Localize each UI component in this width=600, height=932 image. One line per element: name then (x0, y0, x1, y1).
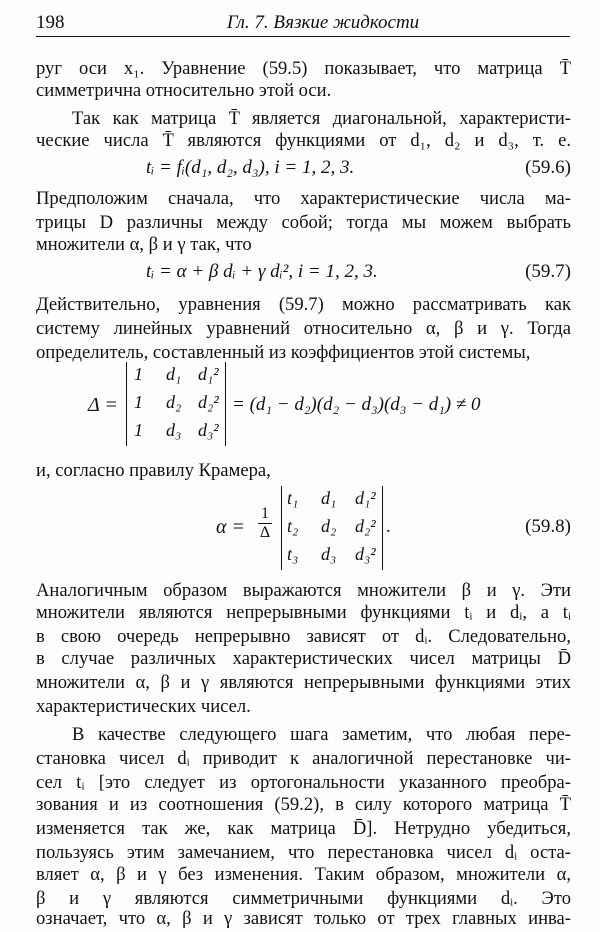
text-line: пользуясь этим замечанием, что перестановка чисел dᵢ оста- (36, 842, 571, 863)
text-line: определитель, составленный из коэффициентов этой системы, (36, 342, 531, 363)
running-title: Гл. 7. Вязкие жидкости (226, 12, 420, 33)
alpha-label: α = (216, 516, 245, 538)
text-line: вляет α, β и γ без изменения. Таким образом, множители α, (36, 864, 571, 885)
matrix-cell: t₂ (287, 516, 299, 536)
delta-label: Δ = (88, 394, 118, 416)
matrix-cell: 1 (134, 364, 143, 384)
matrix-cell: t₁ (287, 488, 299, 508)
text-line: систему линейных уравнений относительно α, β и γ. Тогда (36, 318, 571, 339)
equation-59-6 (36, 154, 571, 182)
text-line: означает, что α, β и γ зависят только от трех главных инва- (36, 908, 571, 929)
text-line: Предположим сначала, что характеристические числа ма- (36, 188, 571, 209)
matrix-cell: d₂² (198, 392, 219, 412)
equation-period: . (386, 516, 391, 537)
fraction-numerator: 1 (261, 505, 269, 522)
text-line: Так как матрица T̄ является диагональной, характеристи- (72, 108, 571, 129)
text-line: в свою очередь непрерывно зависят от dᵢ. Следовательно, (36, 626, 571, 647)
equation-body: tᵢ = α + β dᵢ + γ dᵢ², i = 1, 2, 3. (146, 261, 378, 282)
determinant-matrix (126, 362, 226, 446)
text-line: множители α, β и γ являются непрерывными функциями этих (36, 672, 571, 693)
text-line: в случае различных характеристических чисел матрицы D̄ (36, 648, 571, 669)
equation-number: (59.6) (525, 157, 571, 178)
equation-number: (59.7) (525, 261, 571, 282)
text-line: характеристических чисел. (36, 696, 251, 717)
text-line: симметрична относительно этой оси. (36, 80, 332, 101)
matrix-cell: d₁ (166, 364, 182, 384)
text-line: сел tᵢ [это следует из ортогональности указанного преобра- (36, 772, 571, 793)
text-line: В качестве следующего шага заметим, что любая пере- (72, 724, 571, 745)
matrix-cell: d₂ (321, 516, 337, 536)
equation-body: tᵢ = fᵢ(d₁, d₂, d₃), i = 1, 2, 3. (146, 157, 355, 178)
running-header (36, 8, 570, 37)
text-line: зования и из соотношения (59.2), в силу которого матрица T̄ (36, 794, 571, 815)
matrix-cell: d₃ (321, 544, 337, 564)
matrix-cell: d₃² (355, 544, 376, 564)
text-line: множители α, β и γ так, что (36, 234, 252, 255)
text-line: становка чисел dᵢ приводит к аналогичной перестановке чи- (36, 748, 571, 769)
page-number: 198 (36, 12, 65, 33)
matrix-bar-right (382, 486, 383, 570)
text-line: ческие числа T̄ являются функциями от d₁, d₂ и d₃, т. е. (36, 130, 571, 151)
matrix-cell: 1 (134, 392, 143, 412)
matrix-cell: t₃ (287, 544, 299, 564)
matrix-cell: d₃² (198, 420, 219, 440)
equation-number: (59.8) (525, 516, 571, 537)
fraction-denominator: Δ (259, 524, 271, 541)
matrix-cell: d₂ (166, 392, 182, 412)
text-line: трицы D различны между собой; тогда мы можем выбрать (36, 212, 571, 233)
fraction (258, 505, 272, 542)
determinant-bar-left (126, 362, 127, 446)
matrix-cell: 1 (134, 420, 143, 440)
matrix-cell: d₁² (198, 364, 219, 384)
matrix-cell: d₃ (166, 420, 182, 440)
text-line: β и γ являются симметричными функциями dᵢ. Это (36, 888, 571, 909)
text-line: Действительно, уравнения (59.7) можно рассматривать как (36, 294, 571, 315)
text-line: Аналогичным образом выражаются множители β и γ. Эти (36, 580, 571, 601)
matrix-cell: d₂² (355, 516, 376, 536)
determinant-value: = (d₁ − d₂)(d₂ − d₃)(d₃ − d₁) ≠ 0 (232, 394, 481, 415)
cramer-matrix (281, 486, 383, 570)
equation-59-7 (36, 258, 571, 286)
matrix-cell: d₁² (355, 488, 376, 508)
text-line: руг оси x₁. Уравнение (59.5) показывает, что матрица T̄ (36, 58, 571, 79)
matrix-cell: d₁ (321, 488, 337, 508)
text-line: изменяется так же, как матрица D̄]. Нетрудно убедиться, (36, 818, 571, 839)
determinant-bar-right (225, 362, 226, 446)
text-line: множители являются непрерывными функциями tᵢ и dᵢ, а tᵢ (36, 602, 571, 623)
matrix-bar-left (281, 486, 282, 570)
text-line: и, согласно правилу Крамера, (36, 460, 271, 481)
